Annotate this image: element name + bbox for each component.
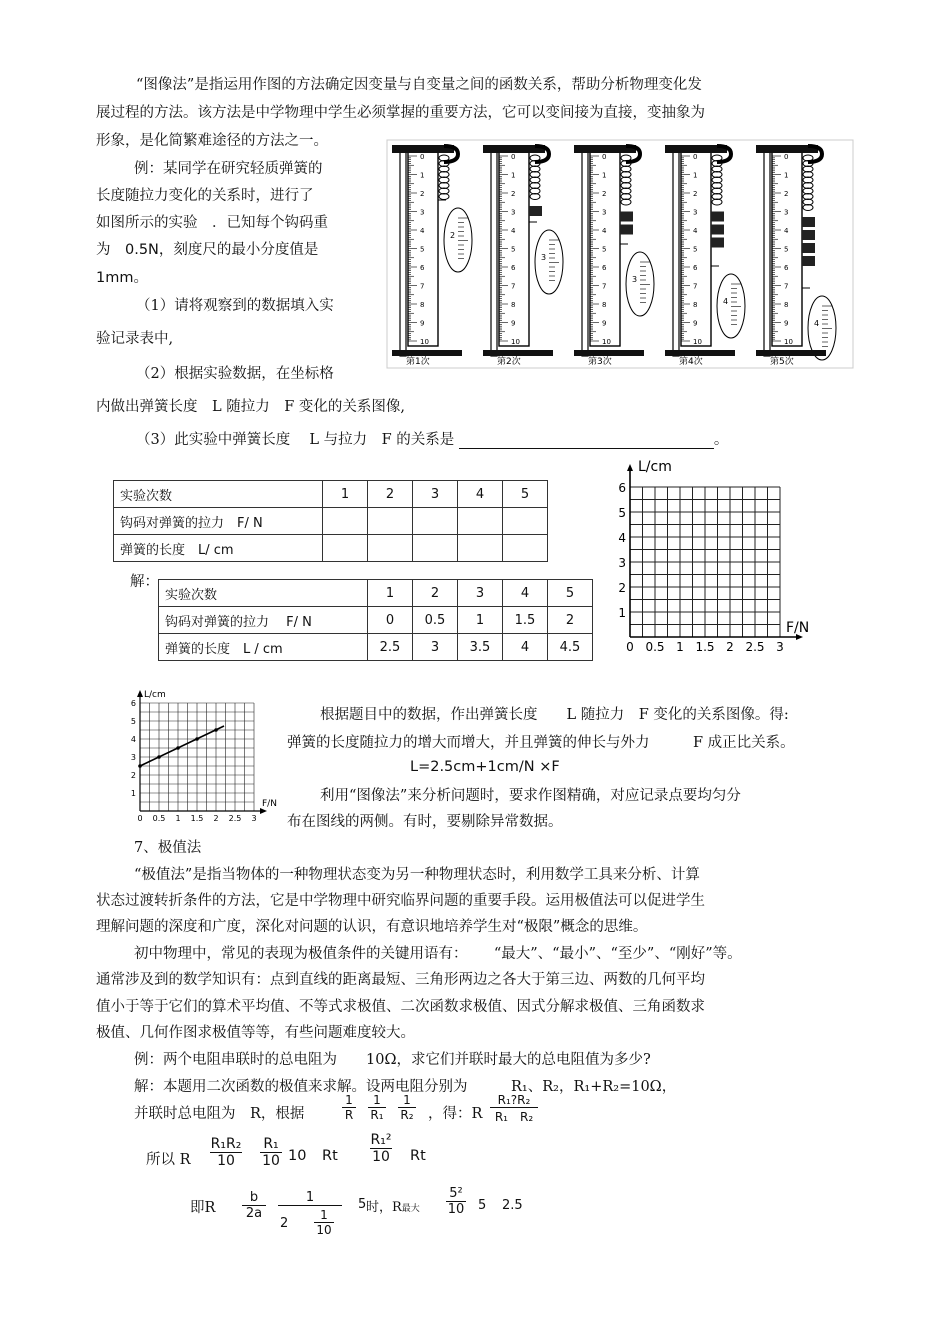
y-axis-label: L/cm bbox=[144, 690, 166, 700]
frac-5sq-over-10 bbox=[446, 1186, 466, 1217]
get-label: ，得：R bbox=[428, 1106, 483, 1122]
table-row bbox=[114, 508, 548, 535]
frac-num: R₁ bbox=[263, 1136, 279, 1152]
table-cell[interactable] bbox=[413, 508, 458, 535]
table-cell: 1 bbox=[323, 481, 368, 508]
ruler-number: 9 bbox=[784, 319, 789, 328]
frac-den: R₂ bbox=[398, 1107, 416, 1122]
table-cell: 2.5 bbox=[368, 634, 413, 661]
ten-value: 10 bbox=[288, 1148, 307, 1164]
y-tick-label: 3 bbox=[130, 753, 136, 762]
table-cell: 2 bbox=[413, 580, 458, 607]
ruler-number: 1 bbox=[784, 171, 789, 180]
ruler-number: 3 bbox=[420, 208, 425, 217]
ruler-number: 0 bbox=[784, 153, 789, 161]
five-value: 5 bbox=[358, 1197, 367, 1212]
frac-num: R₁R₂ bbox=[210, 1136, 242, 1152]
so-label: 所以 R bbox=[146, 1152, 191, 1168]
frac-den: R bbox=[342, 1107, 356, 1122]
row-header-cell: 弹簧的长度 L / cm bbox=[159, 634, 368, 661]
ruler-number: 7 bbox=[420, 282, 425, 291]
trial-label: 第3次 bbox=[588, 357, 612, 367]
table-cell: 4 bbox=[503, 634, 548, 661]
y-axis-label: L/cm bbox=[638, 459, 672, 475]
table-cell: 0.5 bbox=[413, 607, 458, 634]
row-header-cell: 实验次数 bbox=[114, 481, 323, 508]
ruler-number: 8 bbox=[420, 301, 425, 309]
ruler-number: 3 bbox=[784, 208, 789, 217]
frac-den: 2a bbox=[242, 1205, 266, 1221]
ruler-number: 10 bbox=[511, 338, 520, 346]
x-tick-label: 3 bbox=[251, 814, 257, 823]
table-cell: 1 bbox=[368, 580, 413, 607]
record-table bbox=[113, 480, 548, 562]
ruler-number: 1 bbox=[693, 171, 698, 180]
ruler-number: 9 bbox=[511, 319, 516, 328]
callout-reading: 4 bbox=[723, 297, 729, 306]
five-result: 5 bbox=[478, 1198, 487, 1213]
table-cell: 5 bbox=[503, 481, 548, 508]
y-tick-label: 2 bbox=[130, 771, 136, 780]
trial-label: 第1次 bbox=[406, 357, 430, 367]
table-cell: 2 bbox=[368, 481, 413, 508]
ruler-number: 5 bbox=[511, 245, 516, 254]
example-line-5: 1mm。 bbox=[96, 270, 148, 286]
analysis-line-4: 布在图线的两侧。有时，要剔除异常数据。 bbox=[287, 814, 563, 830]
question-2b: 内做出弹簧长度 L 随拉力 F 变化的关系图像, bbox=[96, 399, 406, 415]
x-tick-label: 3 bbox=[776, 640, 784, 654]
row-header-cell: 钩码对弹簧的拉力 F/ N bbox=[114, 508, 323, 535]
table-cell[interactable] bbox=[503, 535, 548, 562]
table-cell: 5 bbox=[548, 580, 593, 607]
intro-line-2: 展过程的方法。该方法是中学物理中学生必须掌握的重要方法，它可以变间接为直接，变抽象为 bbox=[96, 105, 705, 121]
y-tick-label: 4 bbox=[130, 735, 136, 744]
callout-reading: 2 bbox=[450, 231, 456, 240]
y-tick-label: 1 bbox=[618, 606, 626, 620]
question-1b: 验记录表中, bbox=[96, 331, 174, 347]
ruler-number: 2 bbox=[784, 190, 789, 198]
ruler-number: 3 bbox=[602, 208, 607, 217]
ruler-number: 10 bbox=[602, 338, 611, 346]
ruler-number: 9 bbox=[693, 319, 698, 328]
ruler-number: 6 bbox=[693, 264, 698, 272]
question-3-text: （3）此实验中弹簧长度 L 与拉力 F 的关系是 bbox=[136, 432, 455, 448]
table-cell[interactable] bbox=[368, 508, 413, 535]
frac-num: 5² bbox=[449, 1186, 463, 1201]
hook-weight bbox=[711, 225, 724, 235]
frac-num: 1 bbox=[403, 1093, 411, 1107]
frac-den: 10 bbox=[447, 1202, 465, 1217]
x-tick-label: 2 bbox=[726, 640, 734, 654]
table-cell: 3 bbox=[458, 580, 503, 607]
x-tick-label: 0.5 bbox=[645, 640, 665, 654]
frac-den: 10 bbox=[370, 1148, 392, 1165]
example-line-3: 如图所示的实验 ．已知每个钩码重 bbox=[96, 215, 328, 231]
s7-paragraph-2: 状态过渡转折条件的方法，它是中学物理中研究临界问题的重要手段。运用极值法可以促进学生 bbox=[96, 893, 705, 909]
s7-paragraph-7: 极值、几何作图求极值等等，有些问题难度较大。 bbox=[96, 1025, 415, 1041]
x-tick-label: 1.5 bbox=[190, 814, 204, 823]
time-subscript: 最大 bbox=[401, 1204, 420, 1214]
magnifier-callout bbox=[626, 252, 654, 316]
trial-label: 第2次 bbox=[497, 357, 521, 367]
s7-solution-1: 解：本题用二次函数的极值来求解。设两电阻分别为 R₁、R₂，R₁+R₂=10Ω， bbox=[134, 1079, 677, 1095]
x-tick-label: 2 bbox=[213, 814, 219, 823]
frac-one-over-ten bbox=[314, 1208, 334, 1237]
ruler-number: 6 bbox=[602, 264, 607, 272]
frac-bar bbox=[278, 1205, 342, 1207]
frac-den: 10 bbox=[260, 1152, 282, 1169]
x-tick-label: 1 bbox=[175, 814, 181, 823]
ruler-number: 1 bbox=[420, 171, 425, 180]
answer-label: 解： bbox=[130, 574, 159, 590]
intro-line-1: “图像法”是指运用作图的方法确定因变量与自变量之间的函数关系，帮助分析物理变化发 bbox=[136, 77, 702, 93]
stand-pole bbox=[491, 148, 497, 356]
ruler-number: 4 bbox=[420, 227, 425, 235]
s7-paragraph-4: 初中物理中，常见的表现为极值条件的关键用语有： “最大”、“最小”、“至少”、“刚好”等。 bbox=[134, 946, 742, 962]
y-tick-label: 4 bbox=[618, 531, 626, 545]
stand-base bbox=[756, 350, 826, 356]
table-cell: 4 bbox=[503, 580, 548, 607]
ruler-number: 8 bbox=[693, 301, 698, 309]
x-tick-label: 0 bbox=[137, 814, 143, 823]
x-tick-label: 1 bbox=[676, 640, 684, 654]
y-tick-label: 1 bbox=[130, 789, 136, 798]
spring-experiment-figure bbox=[387, 140, 853, 368]
table-cell[interactable] bbox=[368, 535, 413, 562]
ruler-number: 6 bbox=[511, 264, 516, 272]
table-cell[interactable] bbox=[503, 508, 548, 535]
callout-reading: 4 bbox=[814, 319, 820, 328]
s7-paragraph-1: “极值法”是指当物体的一种物理状态变为另一种物理状态时，利用数学工具来分析、计算 bbox=[134, 867, 700, 883]
data-point bbox=[157, 755, 161, 759]
frac-den: 10 bbox=[210, 1152, 242, 1169]
answer-blank[interactable] bbox=[459, 434, 714, 449]
stand-pole bbox=[400, 148, 406, 356]
ruler-number: 5 bbox=[420, 245, 425, 254]
hook-weight bbox=[711, 238, 724, 248]
question-3 bbox=[136, 428, 728, 449]
stand-base bbox=[483, 350, 553, 356]
ruler-number: 0 bbox=[693, 153, 698, 161]
section-7-heading: 7、极值法 bbox=[134, 840, 202, 856]
ruler-number: 4 bbox=[693, 227, 698, 235]
x-tick-label: 1.5 bbox=[695, 640, 715, 654]
ruler-number: 7 bbox=[602, 282, 607, 291]
s7-paragraph-5: 通常涉及到的数学知识有：点到直线的距离最短、三角形两边之各大于第三边、两数的几何平均 bbox=[96, 972, 705, 988]
s7-solution-2: 并联时总电阻为 R，根据 bbox=[134, 1106, 305, 1122]
data-point bbox=[214, 728, 218, 732]
rt-symbol-1: Rt bbox=[322, 1148, 338, 1164]
table-row bbox=[159, 607, 593, 634]
ruler-number: 2 bbox=[511, 190, 516, 198]
table-cell[interactable] bbox=[458, 508, 503, 535]
frac-1-over-R2 bbox=[398, 1093, 416, 1122]
table-cell: 4.5 bbox=[548, 634, 593, 661]
table-cell: 1 bbox=[458, 607, 503, 634]
table-cell: 3.5 bbox=[458, 634, 503, 661]
table-cell: 0 bbox=[368, 607, 413, 634]
x-axis-label: F/N bbox=[786, 620, 810, 636]
row-header-cell: 弹簧的长度 L/ cm bbox=[114, 535, 323, 562]
stand-base bbox=[665, 350, 735, 356]
ruler-number: 8 bbox=[784, 301, 789, 309]
x-tick-label: 0 bbox=[626, 640, 634, 654]
frac-num: 1 bbox=[320, 1208, 328, 1222]
table-cell: 4 bbox=[458, 481, 503, 508]
question-2a: （2）根据实验数据，在坐标格 bbox=[136, 366, 334, 382]
frac-num: 1 bbox=[345, 1093, 353, 1107]
series-line bbox=[140, 726, 224, 766]
table-row bbox=[159, 580, 593, 607]
ruler-number: 4 bbox=[784, 227, 789, 235]
grid bbox=[630, 487, 780, 637]
rt-symbol-2: Rt bbox=[410, 1148, 426, 1164]
x-tick-label: 0.5 bbox=[152, 814, 166, 823]
y-tick-label: 5 bbox=[618, 506, 626, 520]
example-line-1: 例：某同学在研究轻质弹簧的 bbox=[134, 161, 323, 177]
ruler-number: 9 bbox=[602, 319, 607, 328]
ruler-number: 2 bbox=[420, 190, 425, 198]
answer-table bbox=[158, 579, 593, 661]
hook-weight bbox=[620, 225, 633, 235]
y-axis-arrow bbox=[137, 690, 143, 697]
table-cell: 3 bbox=[413, 481, 458, 508]
magnifier-callout bbox=[717, 274, 745, 338]
data-point bbox=[195, 737, 199, 741]
ruler-number: 10 bbox=[784, 338, 793, 346]
frac-one-over-complex bbox=[278, 1190, 342, 1237]
table-row bbox=[159, 634, 593, 661]
stand-pole bbox=[673, 148, 679, 356]
ruler-number: 2 bbox=[693, 190, 698, 198]
example-line-4: 为 0.5N，刻度尺的最小分度值是 bbox=[96, 242, 319, 258]
hook-weight bbox=[802, 243, 815, 253]
stand-pole bbox=[764, 148, 770, 356]
table-row bbox=[114, 481, 548, 508]
s7-paragraph-6: 值小于等于它们的算术平均值、不等式求极值、二次函数求极值、因式分解求极值、三角函数求 bbox=[96, 999, 705, 1015]
hook-weight bbox=[802, 230, 815, 240]
analysis-formula: L=2.5cm+1cm/N ×F bbox=[410, 759, 560, 775]
frac-den: R₁ bbox=[368, 1107, 386, 1122]
data-point bbox=[176, 746, 180, 750]
analysis-line-3: 利用“图像法”来分析问题时，要求作图精确，对应记录点要均匀分 bbox=[320, 788, 741, 804]
x-tick-label: 2.5 bbox=[228, 814, 242, 823]
s7-example: 例：两个电阻串联时的总电阻为 10Ω，求它们并联时最大的总电阻值为多少? bbox=[134, 1052, 651, 1068]
ruler-number: 10 bbox=[693, 338, 702, 346]
frac-parallel-result bbox=[490, 1093, 538, 1125]
y-tick-label: 6 bbox=[618, 481, 626, 495]
ruler-number: 7 bbox=[784, 282, 789, 291]
time-text: 时，R bbox=[366, 1200, 402, 1215]
trial-label: 第4次 bbox=[679, 357, 703, 367]
frac-b-over-2a bbox=[242, 1190, 266, 1221]
y-tick-label: 2 bbox=[618, 581, 626, 595]
empty-graph bbox=[612, 459, 820, 671]
hook-weight bbox=[529, 206, 542, 216]
trial-label: 第5次 bbox=[770, 357, 794, 367]
ruler-number: 2 bbox=[602, 190, 607, 198]
y-tick-label: 3 bbox=[618, 556, 626, 570]
hook-weight bbox=[802, 256, 815, 266]
ruler-number: 0 bbox=[420, 153, 425, 161]
frac-1-over-R bbox=[342, 1093, 356, 1122]
ruler-number: 5 bbox=[784, 245, 789, 254]
ruler-number: 3 bbox=[693, 208, 698, 217]
frac-den: 10 bbox=[314, 1222, 334, 1237]
table-cell: 3 bbox=[413, 634, 458, 661]
ruler-number: 0 bbox=[602, 153, 607, 161]
frac-num: R₁?R₂ bbox=[497, 1093, 531, 1107]
row-header-cell: 钩码对弹簧的拉力 F/ N bbox=[159, 607, 368, 634]
answer-graph bbox=[126, 679, 277, 826]
callout-reading: 3 bbox=[541, 253, 547, 262]
frac-num: 1 bbox=[305, 1190, 315, 1205]
ruler-number: 5 bbox=[693, 245, 698, 254]
analysis-line-1: 根据题目中的数据，作出弹簧长度 L 随拉力 F 变化的关系图像。得: bbox=[320, 707, 789, 723]
frac-R1-over-10 bbox=[260, 1136, 282, 1169]
table-cell[interactable] bbox=[323, 508, 368, 535]
s7-paragraph-3: 理解问题的深度和广度，深化对问题的认识，有意识地培养学生对“极限”概念的思维。 bbox=[96, 919, 648, 935]
y-tick-label: 5 bbox=[130, 717, 136, 726]
ruler-number: 4 bbox=[511, 227, 516, 235]
ruler-number: 5 bbox=[602, 245, 607, 254]
frac-R1R2-over-10 bbox=[210, 1136, 242, 1169]
frac-den-two: 2 bbox=[280, 1216, 289, 1231]
final-result: 2.5 bbox=[502, 1198, 523, 1213]
row-header-cell: 实验次数 bbox=[159, 580, 368, 607]
callout-reading: 3 bbox=[632, 275, 638, 284]
hook-weight bbox=[711, 212, 724, 222]
table-cell[interactable] bbox=[413, 535, 458, 562]
stand-base bbox=[392, 350, 462, 356]
ji-label: 即R bbox=[190, 1200, 216, 1216]
ruler-number: 3 bbox=[511, 208, 516, 217]
table-cell[interactable] bbox=[458, 535, 503, 562]
ruler-number: 8 bbox=[511, 301, 516, 309]
frac-R1sq-over-10 bbox=[370, 1132, 392, 1165]
x-axis-label: F/N bbox=[262, 799, 277, 809]
table-cell: 1.5 bbox=[503, 607, 548, 634]
frac-1-over-R1 bbox=[368, 1093, 386, 1122]
y-tick-label: 6 bbox=[130, 699, 136, 708]
ruler-number: 7 bbox=[511, 282, 516, 291]
question-1a: （1）请将观察到的数据填入实 bbox=[136, 298, 334, 314]
ruler-number: 1 bbox=[602, 171, 607, 180]
y-axis-arrow bbox=[627, 464, 633, 471]
ruler-number: 6 bbox=[784, 264, 789, 272]
ruler-number: 0 bbox=[511, 153, 516, 161]
data-point bbox=[138, 764, 142, 768]
hook-weight bbox=[620, 212, 633, 222]
intro-line-3: 形象，是化简繁难途径的方法之一。 bbox=[96, 133, 328, 149]
frac-den: R₁ R₂ bbox=[490, 1107, 538, 1125]
frac-num: b bbox=[249, 1190, 259, 1205]
ruler-number: 1 bbox=[511, 171, 516, 180]
ruler-number: 7 bbox=[693, 282, 698, 291]
time-label bbox=[366, 1196, 420, 1215]
table-cell[interactable] bbox=[323, 535, 368, 562]
stand-pole bbox=[582, 148, 588, 356]
ruler-number: 4 bbox=[602, 227, 607, 235]
question-3-end: 。 bbox=[713, 432, 729, 448]
hook-weight bbox=[802, 217, 815, 227]
ruler-number: 10 bbox=[420, 338, 429, 346]
magnifier-callout bbox=[535, 230, 563, 294]
stand-base bbox=[574, 350, 644, 356]
ruler-number: 6 bbox=[420, 264, 425, 272]
frac-num: 1 bbox=[373, 1093, 381, 1107]
magnifier-callout bbox=[444, 208, 472, 272]
frac-num: R₁² bbox=[370, 1132, 392, 1148]
ruler-number: 8 bbox=[602, 301, 607, 309]
x-tick-label: 2.5 bbox=[745, 640, 765, 654]
example-line-2: 长度随拉力变化的关系时，进行了 bbox=[96, 188, 314, 204]
table-cell: 2 bbox=[548, 607, 593, 634]
analysis-line-2: 弹簧的长度随拉力的增大而增大，并且弹簧的伸长与外力 F 成正比关系。 bbox=[287, 735, 795, 751]
table-row bbox=[114, 535, 548, 562]
ruler-number: 9 bbox=[420, 319, 425, 328]
